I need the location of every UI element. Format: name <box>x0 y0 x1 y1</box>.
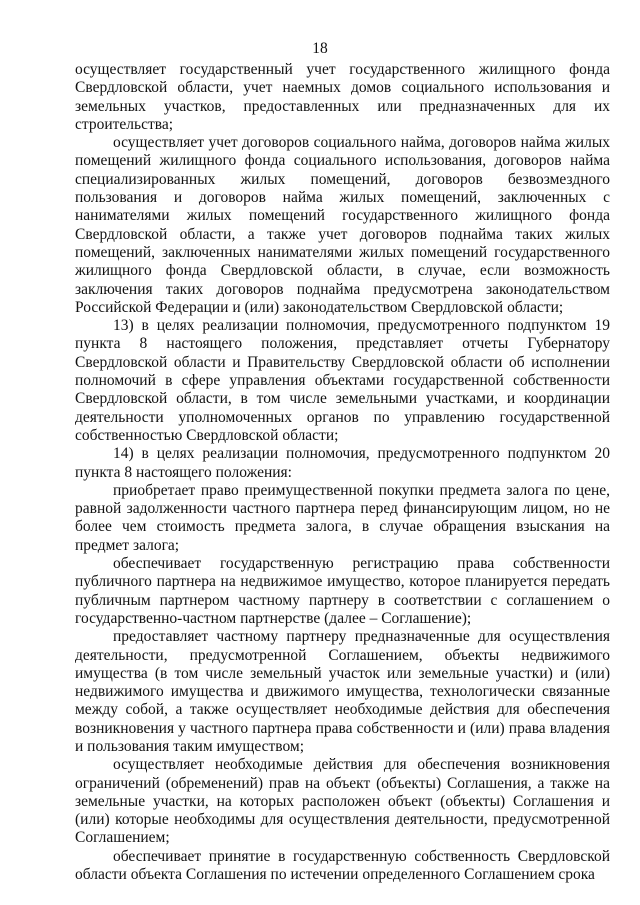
paragraph: 14) в целях реализации полномочия, предусмотренного подпунктом 20 пункта 8 настоящего положения: <box>75 445 610 481</box>
paragraph: приобретает право преимущественной покупки предмета залога по цене, равной задолженности частного партнера перед финансирующим лицом, но не более чем стоимость предмета залога, в случае обращения взыскания на предмет залога; <box>75 481 610 554</box>
paragraph: обеспечивает государственную регистрацию права собственности публичного партнера на недвижимое имущество, которое планируется передать публичным партнером частному партнеру в соответствии с соглашением о государственно-частном партнерстве (далее – Соглашение); <box>75 555 610 627</box>
paragraph: 13) в целях реализации полномочия, предусмотренного подпунктом 19 пункта 8 настоящего положения, представляет отчеты Губернатору Свердловской области и Правительству Свердловской области об исполнении полномочий в сфере управления объектами государственной собственности Свердловской области, в том числе земельными участками, и координации деятельности уполномоченных органов по управлению государственной собственностью Свердловской области; <box>75 317 610 444</box>
paragraph: осуществляет учет договоров социального найма, договоров найма жилых помещений жилищного фонда социального использования, договоров найма специализированных жилых помещений, договоров безвозмездного пользования и договоров найма жилых помещений, заключенных с нанимателями жилых помещений государственного жилищного фонда Свердловской области, а также учет договоров поднайма таких жилых помещений, заключенных нанимателями жилых помещений государственного жилищного фонда Свердловской области, в случае, если возможность заключения таких договоров поднайма предусмотрена законодательством Российской Федерации и (или) законодательством Свердловской области; <box>75 134 610 316</box>
page-number: 18 <box>312 40 328 57</box>
paragraph: обеспечивает принятие в государственную собственность Свердловской области объекта Соглашения по истечении определенного Соглашением срока <box>75 847 610 884</box>
paragraph: осуществляет необходимые действия для обеспечения возникновения ограничений (обременений) прав на объект (объекты) Соглашения, а также на земельные участки, на которых расположен объект (объекты) Соглашения и (или) которые необходимы для осуществления деятельности, предусмотренной Соглашением; <box>75 756 610 847</box>
document-body <box>75 61 610 884</box>
paragraph: осуществляет государственный учет государственного жилищного фонда Свердловской области, учет наемных домов социального использования и земельных участков, предоставленных или предназначенных для их строительства; <box>75 61 610 133</box>
paragraph: предоставляет частному партнеру предназначенные для осуществления деятельности, предусмотренной Соглашением, объекты недвижимого имущества (в том числе земельный участок или земельные участки) и (или) недвижимого имущества и движимого имущества, технологически связанные между собой, а также осуществляет необходимые действия для обеспечения возникновения у частного партнера права собственности и (или) права владения и пользования таким имуществом; <box>75 628 610 755</box>
